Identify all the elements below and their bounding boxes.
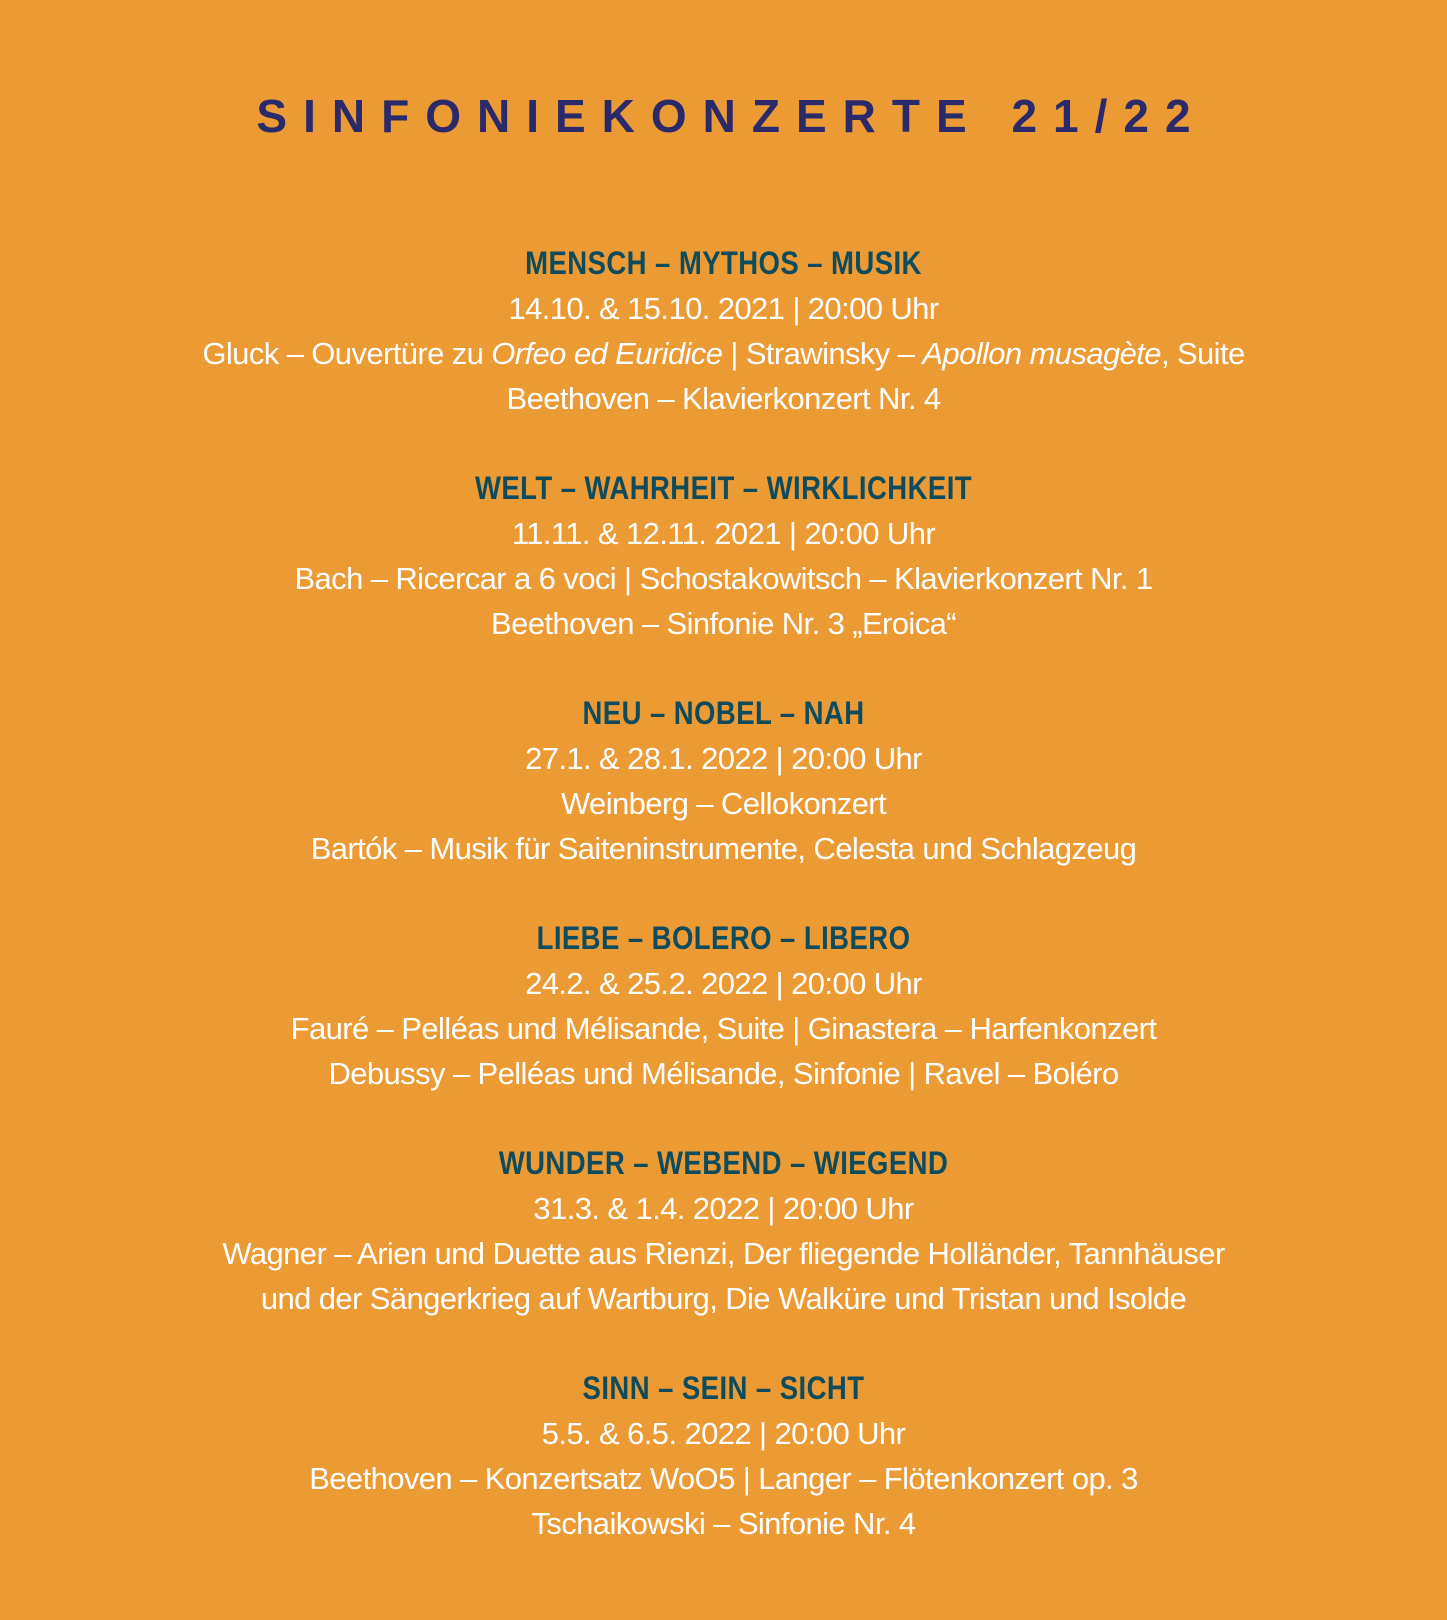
- concert-date: 27.1. & 28.1. 2022 | 20:00 Uhr: [525, 741, 922, 776]
- program-text: Gluck – Ouvertüre zu: [202, 336, 492, 371]
- concert-title: WELT – WAHRHEIT – WIRKLICHKEIT: [474, 470, 973, 506]
- concert-title: NEU – NOBEL – NAH: [582, 695, 865, 731]
- concert-item: [0, 240, 1447, 421]
- concert-program-line: Tschaikowski – Sinfonie Nr. 4: [531, 1506, 916, 1541]
- program-text: , Suite: [1160, 336, 1245, 371]
- concert-program-line: und der Sängerkrieg auf Wartburg, Die Walküre und Tristan und Isolde: [260, 1281, 1187, 1316]
- program-text: | Strawinsky –: [722, 336, 923, 371]
- concert-program-line: Bartók – Musik für Saiteninstrumente, Celesta und Schlagzeug: [310, 831, 1137, 866]
- concert-program-line: Debussy – Pelléas und Mélisande, Sinfonie | Ravel – Boléro: [328, 1056, 1119, 1091]
- concert-date: 24.2. & 25.2. 2022 | 20:00 Uhr: [525, 966, 922, 1001]
- work-title-italic: Apollon musagète: [922, 336, 1161, 371]
- concert-title: SINN – SEIN – SICHT: [582, 1370, 865, 1406]
- concert-program-line: Beethoven – Klavierkonzert Nr. 4: [506, 381, 941, 416]
- concert-program-line: Fauré – Pelléas und Mélisande, Suite | Ginastera – Harfenkonzert: [290, 1011, 1157, 1046]
- concert-date: 14.10. & 15.10. 2021 | 20:00 Uhr: [508, 291, 939, 326]
- work-title-italic: Orfeo ed Euridice: [491, 336, 723, 371]
- concert-date: 5.5. & 6.5. 2022 | 20:00 Uhr: [541, 1416, 906, 1451]
- page-title: SINFONIEKONZERTE 21/22: [256, 90, 1207, 142]
- concert-title: MENSCH – MYTHOS – MUSIK: [525, 245, 922, 281]
- concert-list: [0, 240, 1447, 1546]
- concert-title: WUNDER – WEBEND – WIEGEND: [498, 1145, 949, 1181]
- concert-program-line: Bach – Ricercar a 6 voci | Schostakowitsch – Klavierkonzert Nr. 1: [294, 561, 1153, 596]
- concert-program-line: Wagner – Arien und Duette aus Rienzi, Der fliegende Holländer, Tannhäuser: [222, 1236, 1225, 1271]
- concert-date: 31.3. & 1.4. 2022 | 20:00 Uhr: [533, 1191, 914, 1226]
- concert-item: [0, 465, 1447, 646]
- concert-program-line: Beethoven – Sinfonie Nr. 3 „Eroica“: [491, 606, 956, 641]
- concert-item: [0, 1140, 1447, 1321]
- concert-title: LIEBE – BOLERO – LIBERO: [536, 920, 911, 956]
- concert-program-line: Beethoven – Konzertsatz WoO5 | Langer – Flötenkonzert op. 3: [309, 1461, 1138, 1496]
- concert-date: 11.11. & 12.11. 2021 | 20:00 Uhr: [511, 516, 936, 551]
- concert-program-line: [0, 331, 1447, 376]
- concert-item: [0, 915, 1447, 1096]
- concert-item: [0, 1365, 1447, 1546]
- concert-program-line: Weinberg – Cellokonzert: [560, 786, 887, 821]
- concert-item: [0, 690, 1447, 871]
